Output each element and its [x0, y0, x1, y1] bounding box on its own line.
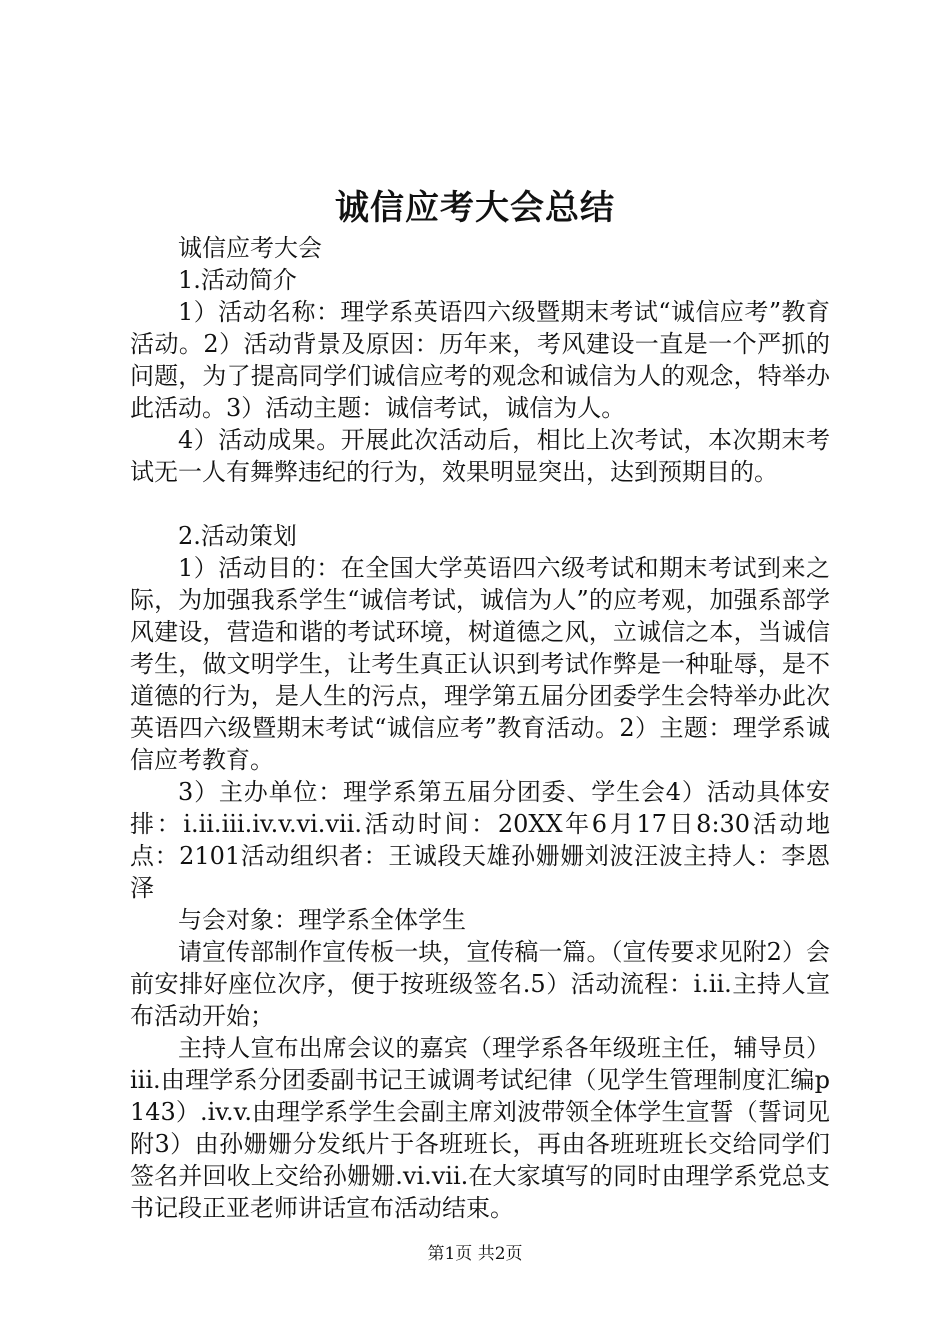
document-body [130, 232, 830, 1224]
paragraph-spacer [130, 488, 830, 520]
paragraph-section-plan-heading: 2.活动策划 [178, 522, 297, 550]
paragraph-meeting-name: 诚信应考大会 [178, 234, 322, 262]
paragraph-activity-results: 4）活动成果。开展此次活动后，相比上次考试，本次期末考试无一人有舞弊违纪的行为，效果明显突出，达到预期目的。 [130, 426, 830, 486]
paragraph-activity-purpose: 1）活动目的：在全国大学英语四六级考试和期末考试到来之际，为加强我系学生“诚信考试，诚信为人”的应考观，加强系部学风建设，营造和谐的考试环境，树道德之风，立诚信之本，当诚信考生，做文明学生，让考生真正认识到考试作弊是一种耻辱，是不道德的行为，是人生的污点，理学第五届分团委学生会特举办此次英语四六级暨期末考试“诚信应考”教育活动。2）主题：理学系诚信应考教育。 [130, 554, 830, 774]
paragraph-section-intro-heading: 1.活动简介 [178, 266, 297, 294]
paragraph-attendees: 与会对象：理学系全体学生 [178, 906, 466, 934]
paragraph-organizer-arrangement: 3）主办单位：理学系第五届分团委、学生会4）活动具体安排：i.ii.iii.iv.v.vi.vii.活动时间：20XX年6月17日8:30活动地点：2101活动组织者：王诚段天雄孙姗姗刘波汪波主持人：李恩泽 [130, 778, 830, 902]
paragraph-activity-process: 主持人宣布出席会议的嘉宾（理学系各年级班主任，辅导员）iii.由理学系分团委副书记王诚调考试纪律（见学生管理制度汇编p143）.iv.v.由理学系学生会副主席刘波带领全体学生宣誓（誓词见附3）由孙姗姗分发纸片于各班班长，再由各班班班长交给同学们签名并回收上交给孙姗姗.vi.vii.在大家填写的同时由理学系党总支书记段正亚老师讲话宣布活动结束。 [130, 1034, 830, 1222]
page-footer: 第1页 共2页 [427, 1244, 523, 1264]
paragraph-publicity: 请宣传部制作宣传板一块，宣传稿一篇。（宣传要求见附2）会前安排好座位次序，便于按班级签名.5）活动流程：i.ii.主持人宣布活动开始； [130, 938, 830, 1030]
paragraph-activity-intro: 1）活动名称：理学系英语四六级暨期末考试“诚信应考”教育活动。2）活动背景及原因：历年来，考风建设一直是一个严抓的问题，为了提高同学们诚信应考的观念和诚信为人的观念，特举办此活动。3）活动主题：诚信考试，诚信为人。 [130, 298, 830, 422]
document-title: 诚信应考大会总结 [335, 188, 615, 228]
